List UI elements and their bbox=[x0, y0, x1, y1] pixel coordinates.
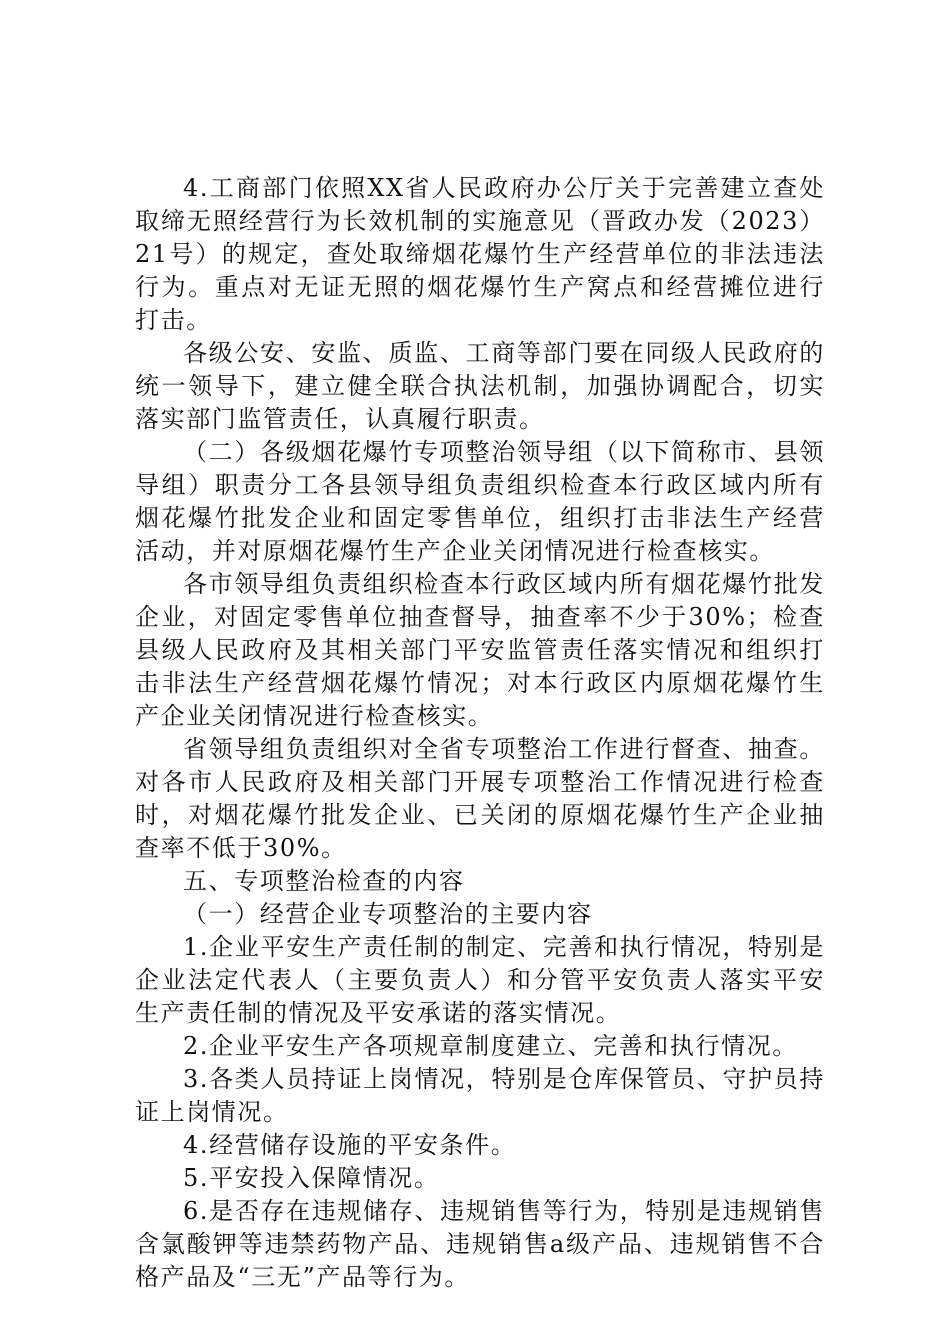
list-item-safety-investment: 5.平安投入保障情况。 bbox=[183, 1164, 440, 1192]
list-item-rules-and-regulations: 2.企业平安生产各项规章制度建立、完善和执行情况。 bbox=[183, 1032, 798, 1060]
list-item-certified-personnel: 3.各类人员持证上岗情况，特别是仓库保管员、守护员持证上岗情况。 bbox=[135, 1065, 825, 1126]
list-item-storage-facilities: 4.经营储存设施的平安条件。 bbox=[183, 1131, 517, 1159]
paragraph-province-group: 省领导组负责组织对全省专项整治工作进行督查、抽查。对各市人民政府及相关部门开展专项整治工作情况进行检查时，对烟花爆竹批发企业、已关闭的原烟花爆竹生产企业抽查率不低于30%。 bbox=[135, 735, 825, 862]
paragraph-leading-groups: （二）各级烟花爆竹专项整治领导组（以下简称市、县领导组）职责分工各县领导组负责组织检查本行政区域内所有烟花爆竹批发企业和固定零售单位，组织打击非法生产经营活动，并对原烟花爆竹生产企业关闭情况进行检查核实。 bbox=[135, 438, 825, 565]
list-item-responsibility-system: 1.企业平安生产责任制的制定、完善和执行情况，特别是企业法定代表人（主要负责人）和分管平安负责人落实平安生产责任制的情况及平安承诺的落实情况。 bbox=[135, 933, 825, 1027]
paragraph-city-groups: 各市领导组负责组织检查本行政区域内所有烟花爆竹批发企业，对固定零售单位抽查督导，抽查率不少于30%；检查县级人民政府及其相关部门平安监管责任落实情况和组织打击非法生产经营烟花爆竹情况；对本行政区内原烟花爆竹生产企业关闭情况进行检查核实。 bbox=[135, 570, 825, 730]
paragraph-business-department: 4.工商部门依照XX省人民政府办公厅关于完善建立查处取缔无照经营行为长效机制的实施意见（晋政办发（2023）21号）的规定，查处取缔烟花爆竹生产经营单位的非法违法行为。重点对无证无照的烟花爆竹生产窝点和经营摊位进行打击。 bbox=[135, 174, 825, 334]
section-heading-inspection-content: 五、专项整治检查的内容 bbox=[183, 867, 465, 895]
document-body bbox=[135, 172, 825, 1294]
paragraph-joint-enforcement: 各级公安、安监、质监、工商等部门要在同级人民政府的统一领导下，建立健全联合执法机制，加强协调配合，切实落实部门监管责任，认真履行职责。 bbox=[135, 339, 825, 433]
list-item-illegal-sales: 6.是否存在违规储存、违规销售等行为，特别是违规销售含氯酸钾等违禁药物产品、违规销售a级产品、违规销售不合格产品及“三无”产品等行为。 bbox=[135, 1197, 825, 1291]
subsection-heading-enterprise-rectification: （一）经营企业专项整治的主要内容 bbox=[183, 900, 593, 928]
